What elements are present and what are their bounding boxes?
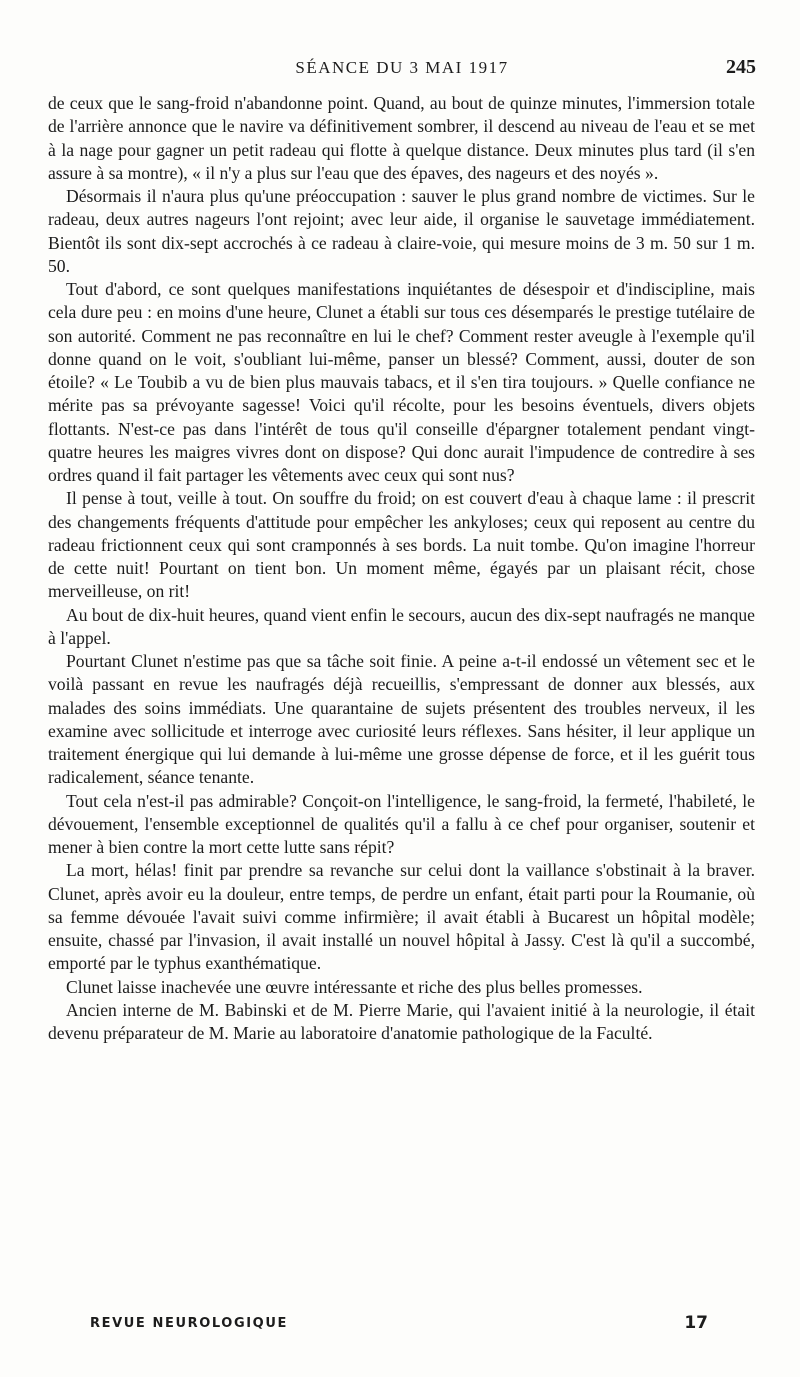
page-footer: [90, 1313, 708, 1340]
page-number: 245: [726, 56, 756, 78]
paragraph-9: Clunet laisse inachevée une œuvre intéressante et riche des plus belles promesses.: [66, 976, 643, 997]
paragraph-5: Au bout de dix-huit heures, quand vient enfin le secours, aucun des dix-sept naufragés ne manque à l'appel.: [48, 604, 755, 648]
footer-signature-number: 17: [684, 1313, 708, 1333]
running-title: SÉANCE DU 3 MAI 1917: [295, 58, 509, 77]
paragraph-8: La mort, hélas! finit par prendre sa revanche sur celui dont la vaillance s'obstinait à la braver. Clunet, après avoir eu la douleur, entre temps, de perdre un enfant, était parti pour la Roumanie, où sa femme dévouée l'avait suivi comme infirmière; il avait établi à Bucarest un hôpital modèle; ensuite, chassé par l'invasion, il avait installé un nouvel hôpital à Jassy. C'est là qu'il a succombé, emporté par le typhus exanthématique.: [48, 860, 755, 974]
running-head: [48, 58, 756, 86]
footer-journal-title: REVUE NEUROLOGIQUE: [90, 1316, 288, 1331]
paragraph-3: Tout d'abord, ce sont quelques manifestations inquiétantes de désespoir et d'indiscipline, mais cela dure peu : en moins d'une heure, Clunet a établi sur tous ces désemparés le prestige tutélaire de son autorité. Comment ne pas reconnaître en lui le chef? Comment rester aveugle à l'exemple qu'il donne quand on le voit, s'oubliant lui-même, panser un blessé? Comment, aussi, douter de son étoile? « Le Toubib a vu de bien plus mauvais tabacs, et il s'en tira toujours. » Quelle confiance ne mérite pas sa prévoyante sagesse! Voici qu'il récolte, pour les besoins éventuels, divers objets flottants. N'est-ce pas dans l'intérêt de tous qu'il conseille d'épargner totalement pendant vingt-quatre heures les maigres vivres dont on dispose? Qui donc aurait l'impudence de contredire à ses ordres quand il fait partager les vêtements avec ceux qui sont nus?: [48, 279, 755, 485]
paragraph-7: Tout cela n'est-il pas admirable? Conçoit-on l'intelligence, le sang-froid, la fermeté, l'habileté, le dévouement, l'ensemble exceptionnel de qualités qu'il a fallu à ce chef pour organiser, soutenir et mener à bien contre la mort cette lutte sans répit?: [48, 790, 755, 857]
paragraph-6: Pourtant Clunet n'estime pas que sa tâche soit finie. A peine a-t-il endossé un vêtement sec et le voilà passant en revue les naufragés déjà recueillis, s'empressant de donner aux blessés, aux malades des soins immédiats. Une quarantaine de sujets présentent des troubles nerveux, il les examine avec sollicitude et interroge avec curiosité leurs réflexes. Sans hésiter, il leur applique un traitement énergique qui lui demande à lui-même une grosse dépense de force, et il les guérit tous radicalement, séance tenante.: [48, 651, 755, 788]
paragraph-4: Il pense à tout, veille à tout. On souffre du froid; on est couvert d'eau à chaque lame : il prescrit des changements fréquents d'attitude pour empêcher les ankyloses; ceux qui reposent au centre du radeau frictionnent ceux qui sont cramponnés à ses bords. La nuit tombe. Qu'on imagine l'horreur de cette nuit! Pourtant on tient bon. Un moment même, égayés par un plaisant récit, chose merveilleuse, on rit!: [48, 488, 755, 602]
paragraph-2: Désormais il n'aura plus qu'une préoccupation : sauver le plus grand nombre de victimes. Sur le radeau, deux autres nageurs l'ont rejoint; avec leur aide, il organise le sauvetage immédiatement. Bientôt ils sont dix-sept accrochés à ce radeau à claire-voie, qui mesure moins de 3 m. 50 sur 1 m. 50.: [48, 186, 755, 276]
paragraph-10: Ancien interne de M. Babinski et de M. Pierre Marie, qui l'avaient initié à la neurologie, il était devenu préparateur de M. Marie au laboratoire d'anatomie pathologique de la Faculté.: [48, 999, 755, 1043]
body-text: [48, 92, 755, 1045]
paragraph-1: de ceux que le sang-froid n'abandonne point. Quand, au bout de quinze minutes, l'immersion totale de l'arrière annonce que le navire va définitivement sombrer, il descend au niveau de l'eau et se met à la nage pour gagner un petit radeau qui flotte à quelque distance. Deux minutes plus tard (il s'en assure à sa montre), « il n'y a plus sur l'eau que des épaves, des nageurs et des noyés ».: [48, 93, 755, 183]
